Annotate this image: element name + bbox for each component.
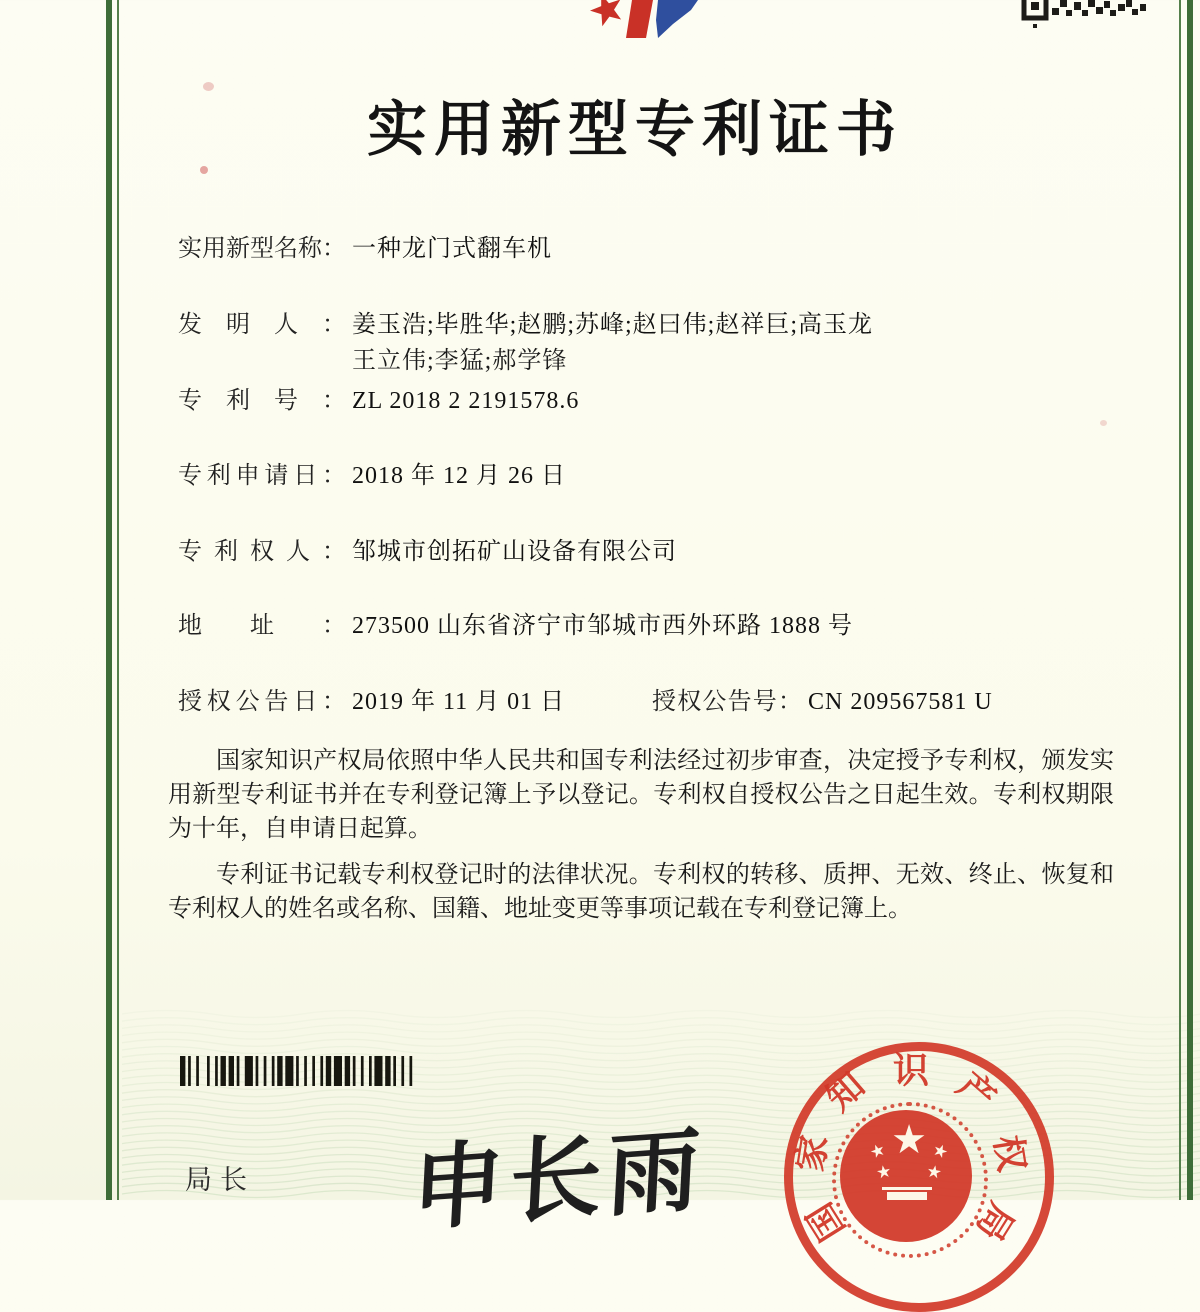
seal-small-star-icon: ★ (924, 1161, 944, 1184)
frame-left-outer-line (106, 0, 112, 1200)
field-value-inventors-line1: 姜玉浩;毕胜华;赵鹏;苏峰;赵曰伟;赵祥巨;高玉龙 (352, 312, 874, 338)
frame-right-outer-line (1187, 0, 1193, 1200)
field-row-patentee (178, 537, 1138, 567)
seal-small-star-icon: ★ (929, 1139, 952, 1164)
legal-paragraph-2: 专利证书记载专利权登记时的法律状况。专利权的转移、质押、无效、终止、恢复和专利权人的姓名或名称、国籍、地址变更等事项记载在专利登记簿上。 (168, 862, 1114, 922)
seal-char: 国 (799, 1195, 853, 1248)
legal-text-block (168, 744, 1114, 938)
field-label-grant-date: 授权公告日： (178, 689, 346, 715)
qr-code-fragment (1022, 0, 1148, 30)
field-label-patent-number: 专利号： (178, 388, 346, 414)
seal-char: 家 (789, 1132, 836, 1175)
field-value-grant-date: 2019 年 11 月 01 日 (352, 689, 566, 715)
field-label-filing-date: 专利申请日： (178, 463, 346, 489)
logo-star-icon (590, 0, 621, 26)
seal-char: 知 (818, 1064, 873, 1119)
field-row-patent-number (178, 386, 1138, 416)
barcode (180, 1056, 500, 1086)
seal-char: 权 (986, 1132, 1033, 1175)
seal-gate-roof (882, 1187, 932, 1190)
field-label-name: 实用新型名称： (178, 236, 346, 262)
field-row-name (178, 234, 1138, 264)
field-value-patentee: 邹城市创拓矿山设备有限公司 (352, 539, 677, 565)
seal-char: 识 (892, 1050, 930, 1091)
field-label-patentee: 专利权人： (178, 539, 346, 565)
field-value-patent-number: ZL 2018 2 2191578.6 (352, 388, 580, 414)
field-value-inventors-line2: 王立伟;李猛;郝学锋 (352, 348, 568, 374)
logo-red-stripe (626, 0, 653, 38)
field-row-filing-date (178, 461, 1138, 491)
field-value-grant-number: CN 209567581 U (808, 689, 993, 715)
director-label: 局长 (185, 1165, 255, 1195)
field-pair-grant-number (652, 687, 993, 717)
field-label-inventors: 发明人： (178, 312, 346, 338)
seal-small-star-icon: ★ (866, 1139, 889, 1164)
field-row-inventors (178, 310, 1138, 376)
field-row-address (178, 611, 1138, 641)
cnipa-logo-fragment (585, 0, 705, 40)
field-value-name: 一种龙门式翻车机 (352, 236, 552, 262)
seal-big-star-icon: ★ (891, 1117, 927, 1163)
field-value-address: 273500 山东省济宁市邹城市西外环路 1888 号 (352, 613, 853, 639)
ink-speck (1100, 420, 1107, 426)
seal-char: 产 (949, 1064, 1004, 1119)
field-value-filing-date: 2018 年 12 月 26 日 (352, 463, 566, 489)
frame-left-inner-line (117, 0, 119, 1200)
legal-paragraph-1: 国家知识产权局依照中华人民共和国专利法经过初步审查，决定授予专利权，颁发实用新型专利证书并在专利登记簿上予以登记。专利权自授权公告之日起生效。专利权期限为十年，自申请日起算。 (168, 748, 1114, 842)
seal-char: 局 (968, 1195, 1022, 1248)
field-row-grant (178, 687, 1138, 717)
seal-small-star-icon: ★ (874, 1161, 894, 1184)
certificate-title: 实用新型专利证书 (367, 97, 903, 163)
field-label-grant-number: 授权公告号： (652, 689, 802, 715)
logo-blue-stripe (656, 0, 698, 38)
field-label-address: 地址： (178, 613, 346, 639)
director-signature: 申长雨 (409, 1118, 708, 1242)
frame-right-inner-line (1179, 0, 1181, 1200)
seal-gate-body (887, 1192, 927, 1200)
